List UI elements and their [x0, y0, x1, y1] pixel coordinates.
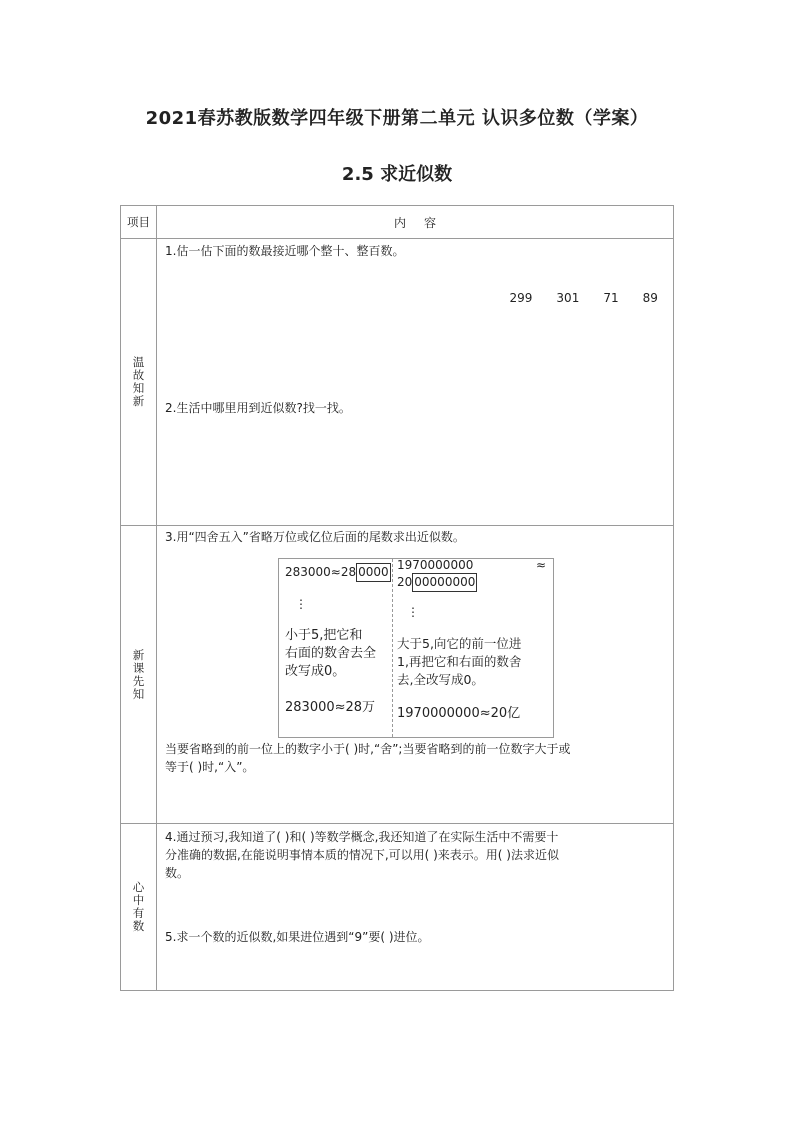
boxed-digits: 00000000: [412, 573, 477, 592]
right-desc: [397, 635, 521, 689]
document-title: 2021春苏教版数学四年级下册第二单元 认识多位数（学案）: [145, 108, 649, 129]
dashed-divider: [392, 559, 393, 737]
desc-line: 去,全改写成0。: [397, 672, 484, 687]
left-result: 283000≈28万: [285, 700, 376, 715]
desc-line: 小于5,把它和: [285, 628, 363, 643]
table-row: [121, 239, 674, 526]
rule-line: 当要省略到的前一位上的数字小于( )时,“舍”;当要省略到的前一位数字大于或: [165, 742, 571, 756]
header-item: 项目: [121, 206, 157, 239]
category-review: [121, 239, 157, 526]
desc-line: 1,再把它和右面的数舍: [397, 654, 522, 669]
right-result: 1970000000≈20亿: [397, 706, 521, 721]
left-dots: ⋮: [295, 597, 307, 611]
q4-line: 分准确的数据,在能说明事情本质的情况下,可以用( )来表示。用( )法求近似: [165, 848, 559, 862]
number-item: 89: [642, 291, 658, 305]
category-label: 心中有数: [132, 880, 145, 933]
rule-line: 等于( )时,“入”。: [165, 760, 255, 774]
expr-prefix: 283000≈28: [285, 565, 357, 579]
category-label: 温故知新: [132, 355, 145, 408]
left-desc: [285, 627, 376, 681]
table-row: [121, 526, 674, 824]
question-3: 3.用“四舍五入”省略万位或亿位后面的尾数求出近似数。: [165, 530, 465, 544]
boxed-digits: 0000: [356, 563, 391, 582]
desc-line: 右面的数舍去全: [285, 646, 377, 661]
table-header-row: [121, 206, 674, 239]
rounding-example-box: [278, 558, 554, 738]
estimate-numbers: [335, 277, 682, 319]
header-content: 内容: [157, 206, 674, 239]
right-expression-line2: [397, 573, 477, 592]
content-summary: [157, 824, 674, 991]
right-dots: ⋮: [407, 605, 419, 619]
expr-prefix: 20: [397, 575, 413, 589]
content-review: [157, 239, 674, 526]
category-summary: [121, 824, 157, 991]
number-item: 301: [556, 291, 580, 305]
table-row: [121, 824, 674, 991]
category-preview: [121, 526, 157, 824]
category-label: 新课先知: [132, 647, 145, 701]
worksheet-table: [120, 205, 674, 991]
question-4: [165, 828, 667, 882]
approx-sign: ≈: [536, 558, 547, 572]
q4-line: 4.通过预习,我知道了( )和( )等数学概念,我还知道了在实际生活中不需要十: [165, 830, 559, 844]
number-item: 299: [509, 291, 533, 305]
desc-line: 大于5,向它的前一位进: [397, 636, 522, 651]
question-5: 5.求一个数的近似数,如果进位遇到“9”要( )进位。: [165, 930, 430, 944]
desc-line: 改写成0。: [285, 664, 346, 679]
left-expression: [285, 563, 391, 582]
number-item: 71: [603, 291, 619, 305]
question-1: 1.估一估下面的数最接近哪个整十、整百数。: [165, 244, 405, 258]
rounding-rule: [165, 740, 667, 776]
right-expression-line1: 1970000000: [397, 558, 474, 572]
content-preview: [157, 526, 674, 824]
section-title: 2.5 求近似数: [341, 164, 453, 185]
question-2: 2.生活中哪里用到近似数?找一找。: [165, 401, 351, 415]
q4-line: 数。: [165, 866, 190, 880]
